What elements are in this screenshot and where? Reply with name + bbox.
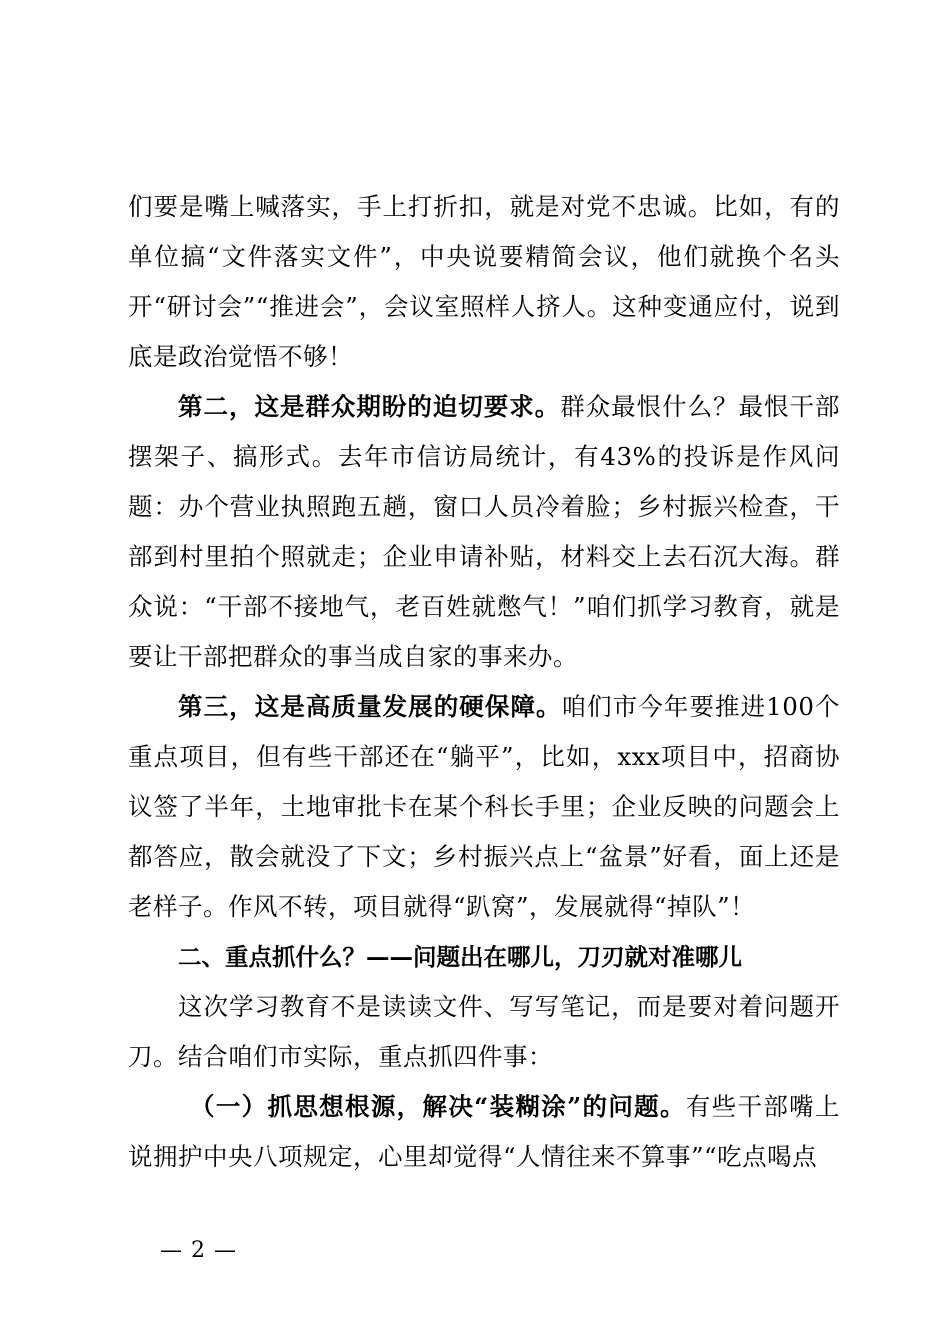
paragraph-lead: （一）抓思想根源，解决“装糊涂”的问题。: [190, 1092, 686, 1121]
section-heading: [128, 932, 840, 982]
paragraph-lead: 第二，这是群众期盼的迫切要求。: [178, 392, 561, 421]
paragraph-third-point: [128, 682, 840, 932]
paragraph-continuation: [128, 182, 840, 382]
paragraph-text: 咱们市今年要推进100个重点项目，但有些干部还在“躺平”，比如，xxx项目中，招商协议签了半年，土地审批卡在某个科长手里；企业反映的问题会上都答应，散会就没了下文；乡村振兴点上“盆景”好看，面上还是老样子。作风不转，项目就得“趴窝”，发展就得“掉队”！: [128, 692, 841, 921]
section-heading-text: 二、重点抓什么？——问题出在哪儿，刀刃就对准哪儿: [178, 943, 742, 971]
paragraph-second-point: [128, 382, 840, 682]
page-number: — 2 —: [160, 1238, 237, 1263]
paragraph-intro: [128, 982, 840, 1082]
document-body: [128, 182, 840, 1182]
paragraph-subpoint-one: [128, 1082, 840, 1182]
paragraph-text: 群众最恨什么？最恨干部摆架子、搞形式。去年市信访局统计，有43%的投诉是作风问题：办个营业执照跑五趟，窗口人员冷着脸；乡村振兴检查，干部到村里拍个照就走；企业申请补贴，材料交上去石沉大海。群众说：“干部不接地气，老百姓就憋气！”咱们抓学习教育，就是要让干部把群众的事当成自家的事来办。: [128, 392, 841, 671]
paragraph-lead: 第三，这是高质量发展的硬保障。: [178, 692, 562, 721]
paragraph-text: 们要是嘴上喊落实，手上打折扣，就是对党不忠诚。比如，有的单位搞“文件落实文件”，中央说要精简会议，他们就换个名头开“研讨会”“推进会”，会议室照样人挤人。这种变通应付，说到底是政治觉悟不够！: [128, 192, 840, 371]
paragraph-text: 有些干部嘴上说拥护中央八项规定，心里却觉得“人情往来不算事”“吃点喝点: [128, 1092, 841, 1171]
paragraph-text: 这次学习教育不是读读文件、写写笔记，而是要对着问题开刀。结合咱们市实际，重点抓四件事：: [128, 992, 840, 1071]
